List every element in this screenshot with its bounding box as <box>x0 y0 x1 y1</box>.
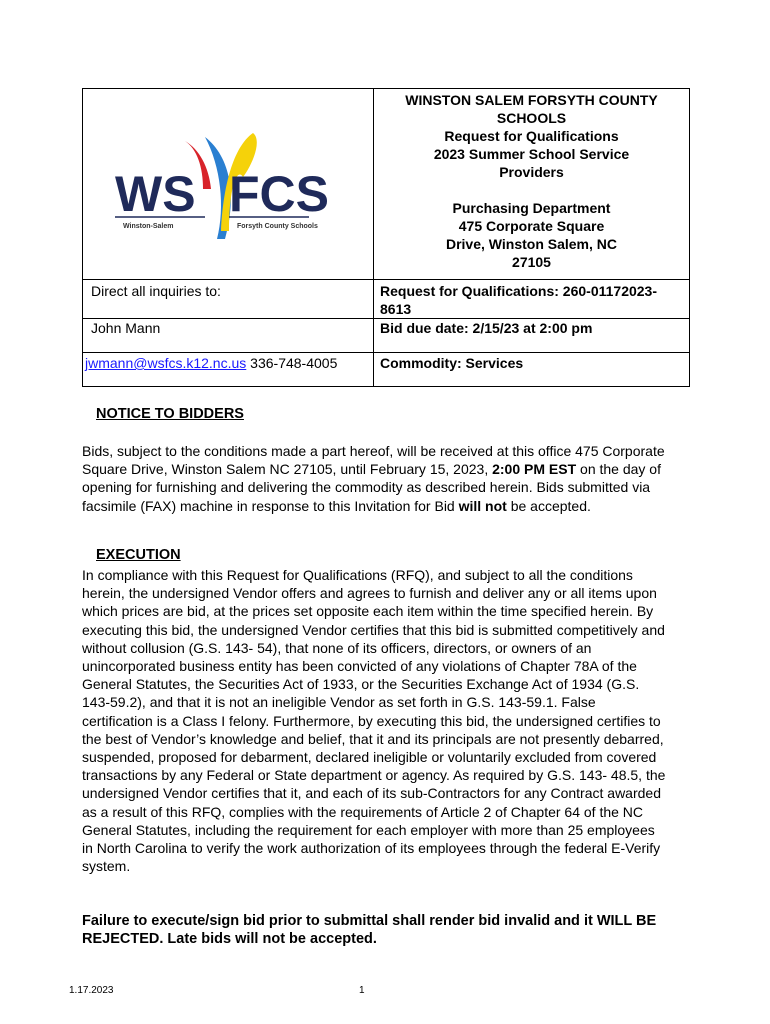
inquiries-cell <box>83 280 374 319</box>
contact-email-link[interactable]: jwmann@wsfcs.k12.nc.us <box>85 355 247 371</box>
logo-caption-right: Forsyth County Schools <box>237 223 318 230</box>
logo-ws-text: WS <box>115 166 196 222</box>
warning-text: Failure to execute/sign bid prior to submittal shall render bid invalid and it WILL BE REJECTED. Late bids will not be accepted. <box>82 913 657 948</box>
project-line1: 2023 Summer School Service <box>433 146 630 162</box>
footer-date: 1.17.2023 <box>69 985 114 996</box>
rfq-number-line2: 8613 <box>380 301 412 317</box>
contact-name-cell <box>83 319 374 353</box>
notice-text-3: be accepted. <box>506 497 591 514</box>
address-line2: Drive, Winston Salem, NC <box>445 236 618 252</box>
org-name-line2: SCHOOLS <box>496 110 567 126</box>
commodity: Commodity: Services <box>380 355 524 371</box>
logo-fcs-text: FCS <box>229 166 329 222</box>
bid-due-cell <box>374 319 690 353</box>
rfq-number-line1: Request for Qualifications: 260-01172023- <box>380 283 657 299</box>
notice-text-1: Bids, subject to the conditions made a part hereof, will be received at this office 475 Corporate Square Drive, Winston Salem NC 27105, until February 15, 2023, <box>82 443 665 478</box>
department: Purchasing Department <box>452 200 611 216</box>
logo-caption-left: Winston-Salem <box>123 223 174 230</box>
contact-name: John Mann <box>91 320 161 336</box>
logo-cell <box>83 89 374 280</box>
header-table <box>82 88 690 387</box>
contact-phone: 336-748-4005 <box>246 355 338 371</box>
wsfcs-logo <box>113 127 329 243</box>
execution-title: EXECUTION <box>96 547 181 563</box>
project-line2: Providers <box>499 164 564 180</box>
org-name-line1: WINSTON SALEM FORSYTH COUNTY <box>405 92 658 108</box>
notice-title: NOTICE TO BIDDERS <box>96 406 244 422</box>
notice-text-2: on the day of opening for furnishing and delivering the commodity as described herein. Bids submitted via facsimile (FAX) machine in response to this Invitation for Bid <box>82 461 661 514</box>
notice-bold-time: 2:00 PM EST <box>492 461 577 478</box>
footer-page-number: 1 <box>359 985 365 996</box>
execution-paragraph: In compliance with this Request for Qualifications (RFQ), and subject to all the conditions herein, the undersigned Vendor offers and agrees to furnish and deliver any or all items upon which prices are bid, at the prices set opposite each item within the time specified herein. By executing this bid, the undersigned Vendor certifies that this bid is submitted competitively and without collusion (G.S. 143- 54), that none of its officers, directors, or owners of an unincorporated business entity has been convicted of any violations of Chapter 78A of the General Statutes, the Securities Act of 1933, or the Securities Exchange Act of 1934 (G.S. 143-59.2), and that it is not an ineligible Vendor as set forth in G.S. 143-59.1. False certification is a Class I felony. Furthermore, by executing this bid, the undersigned certifies to the best of Vendor’s knowledge and belief, that it and its principals are not presently debarred, suspended, proposed for debarment, declared ineligible or voluntarily excluded from covered transactions by any Federal or State department or agency. As required by G.S. 143- 48.5, the undersigned Vendor certifies that it, and each of its sub-Contractors for any Contract awarded as a result of this RFQ, complies with the requirements of Article 2 of Chapter 64 of the NC General Statutes, including the requirement for each employer with more than 25 employees in North Carolina to verify the work authorization of its employees through the federal E-Verify system. <box>82 567 666 875</box>
notice-bold-will-not: will not <box>458 497 507 514</box>
org-cell <box>374 89 690 280</box>
address-line1: 475 Corporate Square <box>458 218 605 234</box>
bid-due-date: Bid due date: 2/15/23 at 2:00 pm <box>380 320 593 336</box>
notice-paragraph <box>82 442 667 515</box>
address-line3: 27105 <box>512 254 551 270</box>
doc-type: Request for Qualifications <box>444 128 619 144</box>
inquiries-label: Direct all inquiries to: <box>91 283 221 299</box>
rfq-number-cell <box>374 280 690 319</box>
commodity-cell <box>374 353 690 387</box>
contact-info-cell <box>83 353 374 387</box>
